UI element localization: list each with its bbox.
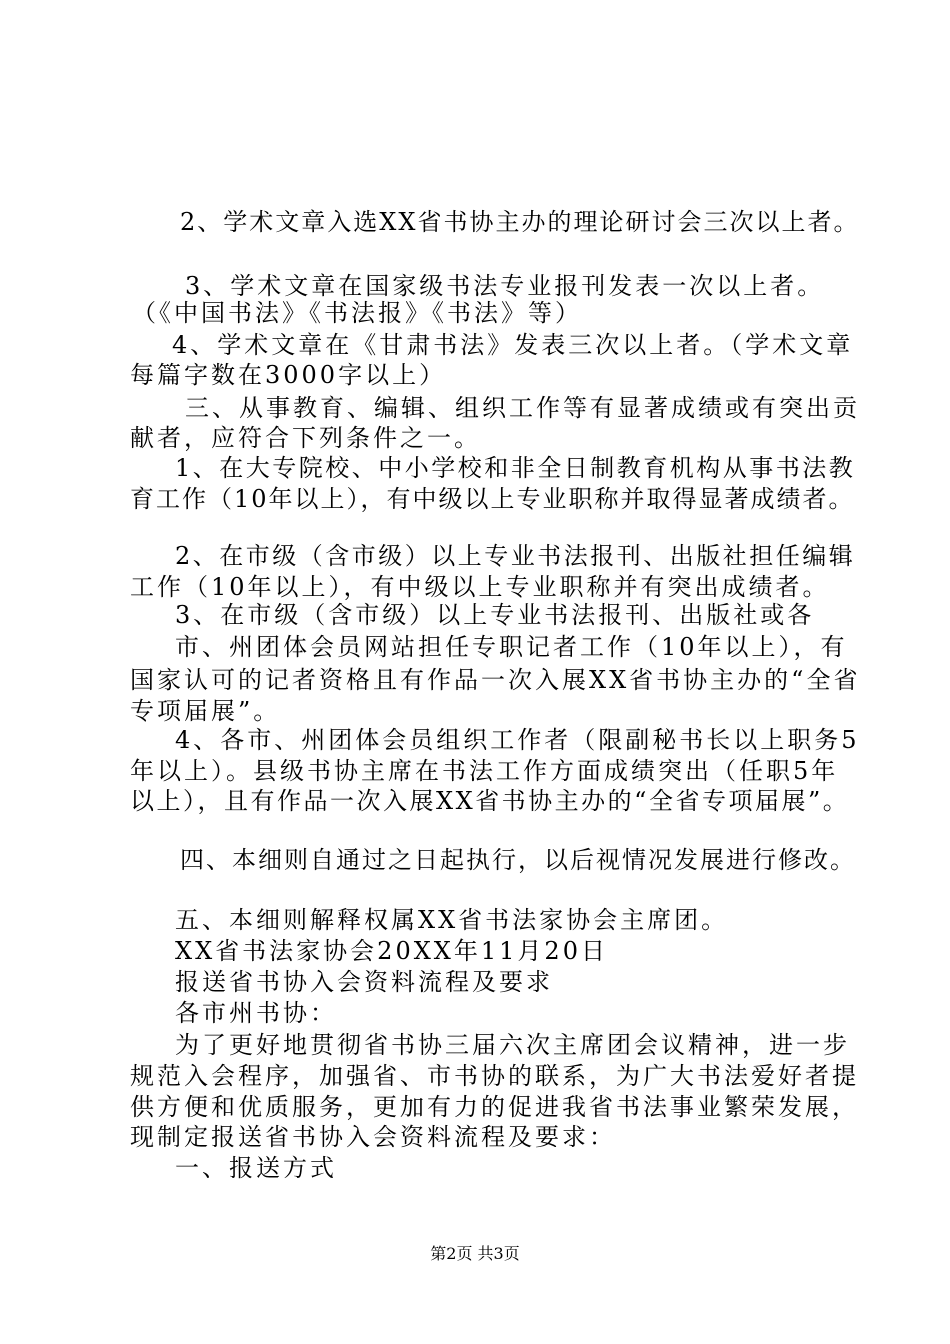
text-line: 每篇字数在3000字以上） xyxy=(130,361,447,389)
text-line: 4、学术文章在《甘肃书法》发表三次以上者。（学术文章 xyxy=(172,331,854,359)
text-line: 年以上）。县级书协主席在书法工作方面成绩突出（任职5年 xyxy=(130,757,839,785)
text-line: 国家认可的记者资格且有作品一次入展XX省书协主办的“全省 xyxy=(130,666,861,694)
text-line: 三、从事教育、编辑、组织工作等有显著成绩或有突出贡 xyxy=(185,394,860,422)
text-line: XX省书法家协会20XX年11月20日 xyxy=(175,937,608,965)
text-line: 报送省书协入会资料流程及要求 xyxy=(175,968,553,996)
text-line: 以上），且有作品一次入展XX省书协主办的“全省专项届展”。 xyxy=(130,787,850,815)
text-line: （《中国书法》《书法报》《书法》等） xyxy=(132,299,582,327)
text-line: 3、在市级（含市级）以上专业书法报刊、出版社或各 xyxy=(175,601,815,629)
text-line: 现制定报送省书协入会资料流程及要求： xyxy=(130,1123,616,1151)
text-line: 1、在大专院校、中小学校和非全日制教育机构从事书法教 xyxy=(175,454,856,482)
text-line: 供方便和优质服务，更加有力的促进我省书法事业繁荣发展， xyxy=(130,1093,859,1121)
text-line: 工作（10年以上），有中级以上专业职称并有突出成绩者。 xyxy=(130,573,830,601)
text-line: 各市州书协： xyxy=(175,999,337,1027)
text-line: 3、学术文章在国家级书法专业报刊发表一次以上者。 xyxy=(185,272,825,300)
text-line: 规范入会程序，加强省、市书协的联系，为广大书法爱好者提 xyxy=(130,1062,859,1090)
text-line: 市、州团体会员网站担任专职记者工作（10年以上），有 xyxy=(175,633,848,661)
text-line: 献者，应符合下列条件之一。 xyxy=(130,424,481,452)
text-line: 为了更好地贯彻省书协三届六次主席团会议精神，进一步 xyxy=(175,1031,850,1059)
text-line: 五、本细则解释权属XX省书法家协会主席团。 xyxy=(175,906,729,934)
text-line: 育工作（10年以上），有中级以上专业职称并取得显著成绩者。 xyxy=(130,485,855,513)
text-line: 4、各市、州团体会员组织工作者（限副秘书长以上职务5 xyxy=(175,726,860,754)
text-line: 四、本细则自通过之日起执行，以后视情况发展进行修改。 xyxy=(180,846,856,874)
text-line: 2、学术文章入选XX省书协主办的理论研讨会三次以上者。 xyxy=(180,208,860,236)
text-line: 一、报送方式 xyxy=(175,1154,337,1182)
text-line: 专项届展”。 xyxy=(130,697,281,725)
text-line: 2、在市级（含市级）以上专业书法报刊、出版社担任编辑 xyxy=(175,542,856,570)
page-number-footer: 第2页 共3页 xyxy=(430,1244,520,1263)
